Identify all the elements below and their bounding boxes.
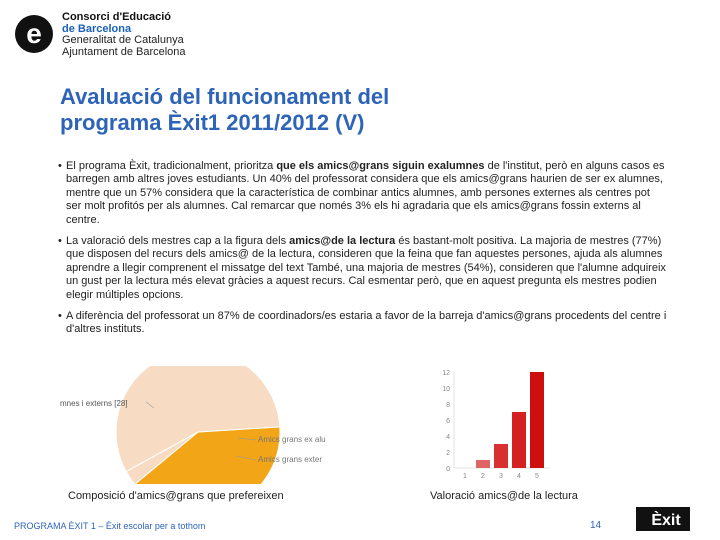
y-tick-label: 8 bbox=[446, 402, 450, 409]
exit-program-logo bbox=[636, 507, 690, 531]
title-line-2: programa Èxit1 2011/2012 (V) bbox=[60, 110, 365, 135]
y-tick-label: 4 bbox=[446, 434, 450, 441]
pie-chart-container bbox=[58, 366, 348, 484]
bar bbox=[530, 372, 544, 468]
bar bbox=[512, 412, 526, 468]
bullet-text: La valoració dels mestres cap a la figura dels amics@de la lectura és bastant-molt positiva. La majoria de mestres (77%) que disposen del recurs dels amics@ de la lectura, consideren que la feina que fan aquestes persones, ajuda als alumnes aprendre a llegir comprenent el missatge del text També, una majoria de mestres (54%), consideren que l'alumne adquireix un gust per la lectura més elevat gràcies a aquest recurs. Cal esmentar però, que en aquest pregunta els mestres podien elegir múltiples opcions. bbox=[66, 235, 666, 301]
footer-text: PROGRAMA ÈXIT 1 – Èxit escolar per a tothom bbox=[14, 521, 206, 531]
x-tick-label: 2 bbox=[481, 473, 485, 480]
org-line-4: Ajuntament de Barcelona bbox=[62, 45, 186, 58]
org-line-2: de Barcelona bbox=[62, 22, 132, 35]
bar-chart-container bbox=[420, 368, 580, 486]
bullet-item bbox=[58, 160, 668, 227]
bar bbox=[494, 444, 508, 468]
svg-text:Èxit: Èxit bbox=[651, 512, 681, 529]
bullet-text: El programa Èxit, tradicionalment, prioritza que els amics@grans siguin exalumnes de l'institut, però en alguns casos es barregen amb altres joves estudiants. Un 40% del professorat considera que els amics@grans haurien de ser ex alumnes, mentre que un 57% considera que la característica de combinar antics alumnes, amb persones externes als centres pot ser molt profitós per als alumnes. Cal remarcar que només 3% els hi agradaria que els amics@grans fossin externs al centre. bbox=[66, 160, 665, 226]
page-number: 14 bbox=[590, 520, 602, 531]
x-tick-label: 1 bbox=[463, 473, 467, 480]
bullet-marker: • bbox=[58, 235, 62, 248]
title-line-1: Avaluació del funcionament del bbox=[60, 84, 390, 109]
bullet-marker: • bbox=[58, 160, 62, 172]
bar bbox=[476, 460, 490, 468]
x-tick-label: 3 bbox=[499, 473, 503, 480]
x-tick-label: 4 bbox=[517, 473, 521, 480]
pie-chart-caption: Composició d'amics@grans que prefereixen bbox=[68, 490, 284, 502]
bar-chart-caption: Valoració amics@de la lectura bbox=[430, 490, 578, 502]
bar-chart bbox=[420, 368, 580, 486]
org-line-3: Generalitat de Catalunya bbox=[62, 34, 184, 46]
pie-chart bbox=[58, 366, 348, 484]
pie-label: Amics grans exter bbox=[258, 455, 323, 464]
bullet-list bbox=[58, 160, 668, 345]
y-tick-label: 0 bbox=[446, 466, 450, 473]
pie-label: mnes i externs [28] bbox=[60, 399, 128, 408]
org-line-1: Consorci d'Educació bbox=[62, 11, 171, 23]
x-tick-label: 5 bbox=[535, 473, 539, 480]
svg-text:e: e bbox=[26, 18, 42, 49]
organization-name bbox=[62, 12, 186, 58]
bullet-item bbox=[58, 235, 668, 302]
bullet-text: A diferència del professorat un 87% de coordinadors/es estaria a favor de la barreja d'amics@grans procedents del centre i d'altres instituts. bbox=[66, 310, 667, 336]
y-tick-label: 2 bbox=[446, 450, 450, 457]
slide-title bbox=[60, 84, 660, 136]
bullet-marker: • bbox=[58, 310, 62, 323]
y-tick-label: 12 bbox=[442, 370, 450, 377]
bullet-item bbox=[58, 310, 668, 337]
y-tick-label: 6 bbox=[446, 418, 450, 425]
y-tick-label: 10 bbox=[442, 386, 450, 393]
consorci-logo bbox=[14, 14, 54, 54]
pie-label: Amics grans ex alu bbox=[258, 435, 326, 444]
